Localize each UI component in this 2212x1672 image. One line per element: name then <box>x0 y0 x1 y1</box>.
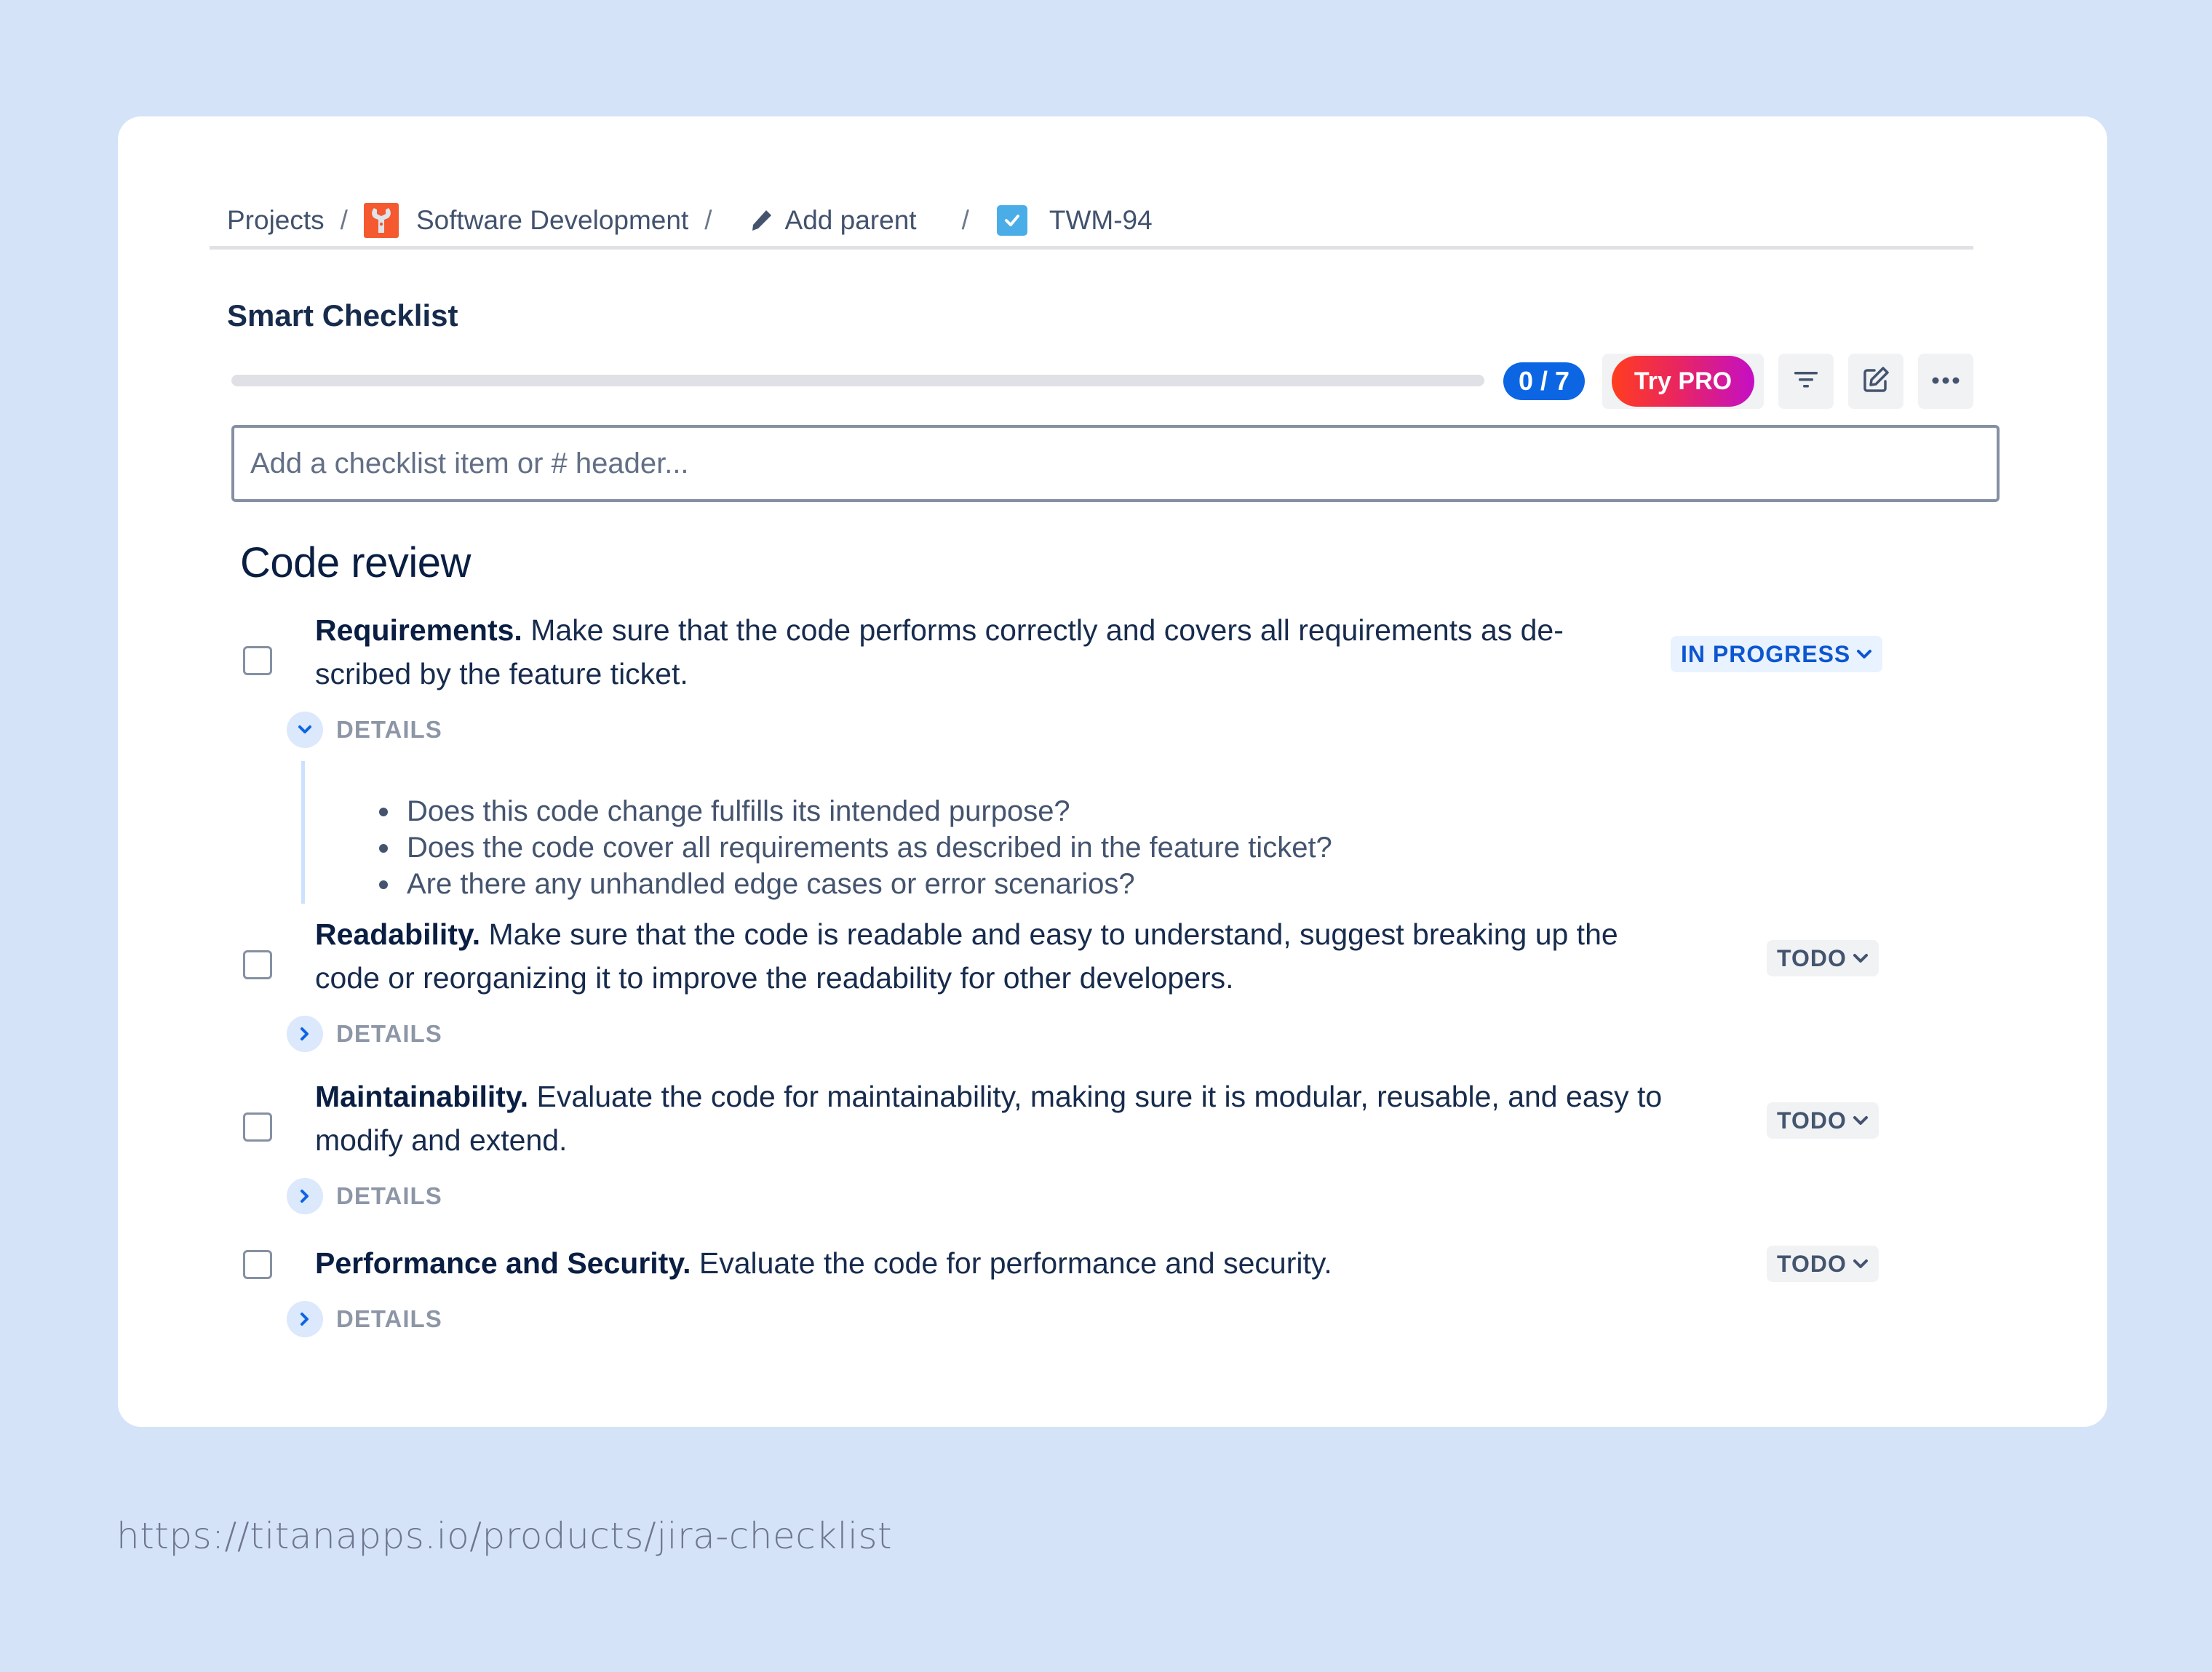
item-text[interactable] <box>315 1241 1332 1285</box>
progress-bar <box>231 375 1484 386</box>
group-heading: Code review <box>240 539 471 586</box>
status-dropdown[interactable] <box>1767 940 1879 976</box>
try-pro-button[interactable]: Try PRO <box>1612 356 1754 407</box>
status-dropdown[interactable] <box>1767 1102 1879 1139</box>
item-description: Make sure that the code is readable and easy to understand, suggest breaking up the <box>480 917 1618 951</box>
progress-count-badge: 0 / 7 <box>1503 362 1585 400</box>
item-text[interactable] <box>315 912 1618 1000</box>
details-label: DETAILS <box>336 1182 442 1209</box>
wrench-project-icon <box>364 203 399 238</box>
edit-icon <box>1861 365 1890 398</box>
status-label: TODO <box>1777 1107 1847 1134</box>
breadcrumb-separator: / <box>704 205 712 235</box>
details-toggle[interactable] <box>287 1301 442 1337</box>
breadcrumb-issue-key[interactable] <box>997 205 1153 236</box>
breadcrumb-label: Add parent <box>784 205 917 235</box>
checklist-title: Smart Checklist <box>227 298 458 333</box>
status-label: IN PROGRESS <box>1681 640 1851 667</box>
filter-button[interactable] <box>1778 354 1834 409</box>
breadcrumb-label: TWM-94 <box>1049 205 1153 235</box>
details-list-item: Does the code cover all requirements as described in the feature ticket? <box>407 829 1332 866</box>
item-checkbox[interactable] <box>243 1250 272 1279</box>
item-title: Readability. <box>315 917 481 951</box>
header-divider <box>210 246 1973 250</box>
chevron-right-icon <box>287 1301 323 1337</box>
item-checkbox[interactable] <box>243 950 272 979</box>
details-list-item: Does this code change fulfills its intended purpose? <box>407 793 1332 829</box>
details-label: DETAILS <box>336 716 442 743</box>
item-title: Performance and Security. <box>315 1246 691 1280</box>
status-dropdown[interactable] <box>1767 1246 1879 1282</box>
chevron-down-icon <box>287 712 323 748</box>
more-actions-button[interactable] <box>1918 354 1973 409</box>
breadcrumb-add-parent[interactable] <box>749 205 917 236</box>
item-description-cont: scribed by the feature ticket. <box>315 657 688 690</box>
breadcrumb-separator: / <box>340 205 348 235</box>
item-title: Requirements. <box>315 613 522 647</box>
source-url-caption: https://titanapps.io/products/jira-checklist <box>116 1515 893 1557</box>
details-toggle[interactable] <box>287 712 442 748</box>
details-label: DETAILS <box>336 1305 442 1332</box>
filter-icon <box>1794 369 1818 394</box>
status-label: TODO <box>1777 1250 1847 1277</box>
item-description: Evaluate the code for performance and security. <box>691 1246 1332 1280</box>
chevron-down-icon <box>1853 1259 1869 1269</box>
item-checkbox[interactable] <box>243 1112 272 1142</box>
status-label: TODO <box>1777 944 1847 971</box>
status-dropdown[interactable] <box>1671 636 1882 672</box>
item-checkbox[interactable] <box>243 646 272 675</box>
details-toggle[interactable] <box>287 1178 442 1214</box>
item-description-cont: code or reorganizing it to improve the readability for other developers. <box>315 961 1234 995</box>
try-pro-container <box>1602 354 1764 409</box>
details-toggle[interactable] <box>287 1016 442 1052</box>
details-content <box>301 761 1332 904</box>
breadcrumb-label: Software Development <box>415 205 689 235</box>
pencil-icon <box>749 208 773 233</box>
details-label: DETAILS <box>336 1020 442 1047</box>
chevron-right-icon <box>287 1178 323 1214</box>
item-text[interactable] <box>315 608 1564 696</box>
item-description: Evaluate the code for maintainability, making sure it is modular, reusable, and easy to <box>528 1080 1663 1113</box>
edit-button[interactable] <box>1848 354 1903 409</box>
breadcrumb-software-development[interactable] <box>364 203 688 238</box>
task-checkbox-icon <box>997 205 1027 236</box>
chevron-down-icon <box>1853 953 1869 963</box>
breadcrumb <box>227 195 1153 246</box>
breadcrumb-projects[interactable] <box>227 205 325 236</box>
smart-checklist-card <box>118 116 2107 1427</box>
chevron-right-icon <box>287 1016 323 1052</box>
more-icon <box>1931 375 1960 388</box>
breadcrumb-separator: / <box>961 205 969 235</box>
details-list <box>305 761 1332 902</box>
add-checklist-item-input[interactable] <box>231 425 2000 502</box>
details-list-item: Are there any unhandled edge cases or error scenarios? <box>407 866 1332 902</box>
chevron-down-icon <box>1853 1115 1869 1126</box>
breadcrumb-label: Projects <box>227 205 325 235</box>
item-description-cont: modify and extend. <box>315 1123 568 1157</box>
item-description: Make sure that the code performs correctly and covers all requirements as de- <box>522 613 1564 647</box>
chevron-down-icon <box>1856 649 1872 659</box>
item-text[interactable] <box>315 1075 1662 1162</box>
item-title: Maintainability. <box>315 1080 529 1113</box>
